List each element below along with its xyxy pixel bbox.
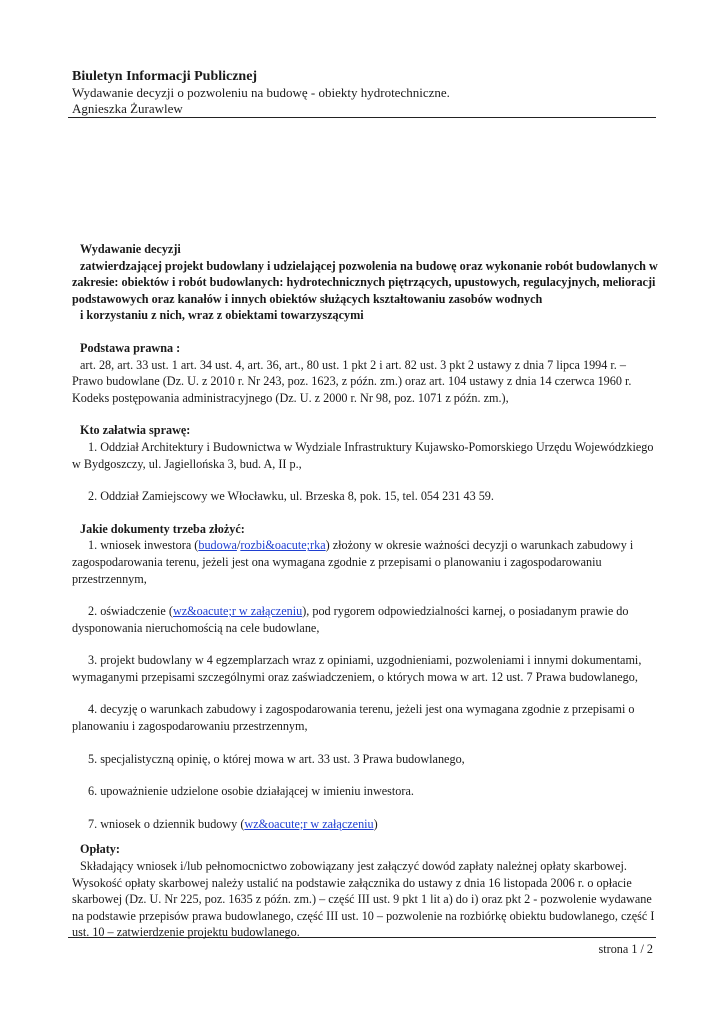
doc-title-line2: zatwierdzającej projekt budowlany i udzielającej pozwolenia na budowę oraz wykonanie robót budowlanych w zakresie: obiektów i robót budowlanych: hydrotechnicznych piętrzących, upustowych, regulacyjnych, melioracji podstawowych oraz kanałów i innych obiektów służących kształtowaniu zasobów wodnych bbox=[72, 258, 658, 306]
header-title: Biuletyn Informacji Publicznej bbox=[72, 69, 258, 84]
header-divider bbox=[68, 117, 656, 118]
documents-heading: Jakie dokumenty trzeba złożyć: bbox=[80, 521, 245, 536]
header-subtitle: Wydawanie decyzji o pozwoleniu na budowę - obiekty hydrotechniczne. bbox=[72, 85, 450, 100]
documents-item-2: 2. oświadczenie (wz&oacute;r w załączeniu), pod rygorem odpowiedzialności karnej, o posiadanym prawie do dysponowania nieruchomością na cele budowlane, bbox=[72, 604, 629, 635]
who-item-2: 2. Oddział Zamiejscowy we Włocławku, ul. Brzeska 8, pok. 15, tel. 054 231 43 59. bbox=[88, 489, 494, 504]
documents-item-4: 4. decyzję o warunkach zabudowy i zagospodarowania terenu, jeżeli jest ona wymagana zgodnie z przepisami o planowaniu i zagospodarowaniu przestrzennym, bbox=[72, 702, 635, 734]
doc-title-line3: i korzystaniu z nich, wraz z obiektami towarzyszącymi bbox=[80, 308, 364, 323]
link-budowa[interactable]: budowa bbox=[198, 538, 237, 553]
documents-item-1: 1. wniosek inwestora (budowa/rozbi&oacute;rka) złożony w okresie ważności decyzji o warunkach zabudowy i zagospodarowania terenu, jeżeli jest ona wymagana zgodnie z przepisami o planowaniu i zagospodarowaniu przestrzennym, bbox=[72, 538, 634, 586]
documents-item-7: 7. wniosek o dziennik budowy (wz&oacute;r w załączeniu) bbox=[88, 816, 378, 831]
documents-item-3: 3. projekt budowlany w 4 egzemplarzach wraz z opiniami, uzgodnieniami, pozwoleniami i innymi dokumentami, wymaganymi przepisami szczególnymi oraz zaświadczeniem, o których mowa w art. 12 ust. 7 Prawa budowlanego, bbox=[72, 653, 642, 684]
documents-item-6: 6. upoważnienie udzielone osobie działającej w imieniu inwestora. bbox=[88, 784, 414, 799]
who-heading: Kto załatwia sprawę: bbox=[80, 423, 191, 438]
page-header bbox=[72, 68, 657, 117]
who-item-1: 1. Oddział Architektury i Budownictwa w Wydziale Infrastruktury Kujawsko-Pomorskiego Urzędu Wojewódzkiego w Bydgoszczy, ul. Jagiellońska 3, bud. A, II p., bbox=[72, 439, 654, 471]
doc-title-line1: Wydawanie decyzji bbox=[80, 242, 181, 256]
link-oswiadczenie-wzor[interactable]: wz&oacute;r w załączeniu bbox=[172, 604, 303, 619]
link-dziennik-wzor[interactable]: wz&oacute;r w załączeniu bbox=[244, 816, 374, 831]
page-number: strona 1 / 2 bbox=[598, 942, 653, 956]
link-rozbiorka[interactable]: rozbi&oacute;rka bbox=[240, 538, 326, 553]
legal-basis-heading: Podstawa prawna : bbox=[80, 340, 181, 355]
fees-text: Składający wniosek i/lub pełnomocnictwo zobowiązany jest załączyć dowód zapłaty należnej opłaty skarbowej. Wysokość opłaty skarbowej należy ustalić na podstawie załącznika do ustawy z dnia 16 listopada 2006 r. o opłacie skarbowej (Dz. U. Nr 225, poz. 1635 z późn. zm.) – część III ust. 9 pkt 1 lit a) do i) oraz pkt 2 - pozwolenie wydawane na podstawie przepisów prawa budowlanego, część III ust. 10 – pozwolenie na rozbiórkę obiektu budowlanego, część I ust. 10 – zatwierdzenie projektu budowlanego. bbox=[72, 859, 655, 940]
fees-heading: Opłaty: bbox=[80, 842, 120, 857]
documents-item-5: 5. specjalistyczną opinię, o której mowa w art. 33 ust. 3 Prawa budowlanego, bbox=[88, 751, 465, 766]
legal-basis-text: art. 28, art. 33 ust. 1 art. 34 ust. 4, art. 36, art., 80 ust. 1 pkt 2 i art. 82 ust. 3 pkt 2 ustawy z dnia 7 lipca 1994 r. – Prawo budowlane (Dz. U. z 2010 r. Nr 243, poz. 1623, z późn. zm.) oraz art. 104 ustawy z dnia 14 czerwca 1960 r. Kodeks postępowania administracyjnego (Dz. U. z 2000 r. Nr 98, poz. 1071 z późn. zm.), bbox=[72, 357, 632, 405]
document-body bbox=[72, 241, 658, 941]
footer-divider bbox=[68, 937, 656, 938]
header-author: Agnieszka Żurawlew bbox=[72, 101, 183, 116]
